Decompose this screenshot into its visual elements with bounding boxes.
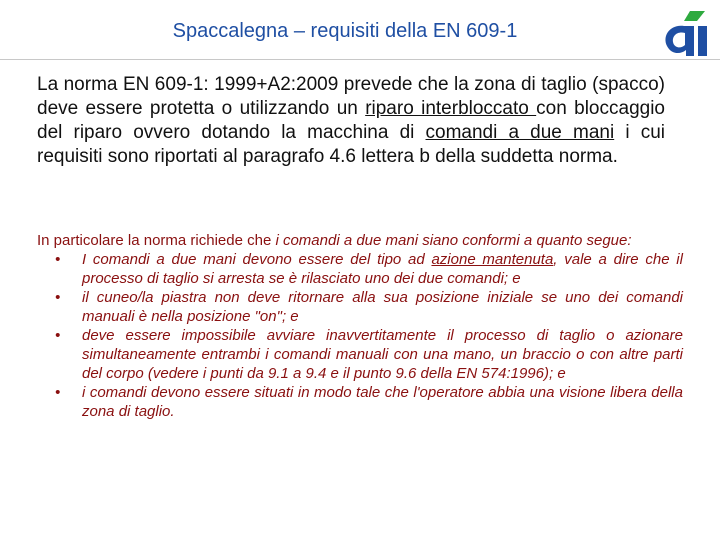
requirements-lead — [37, 231, 683, 250]
riparo-interbloccato-term: riparo interbloccato — [365, 98, 537, 119]
requirements-lead-plain: In particolare la norma richiede che — [37, 232, 276, 249]
list-item — [37, 383, 683, 421]
intro-paragraph — [37, 73, 665, 169]
item-1-text-a: I comandi a due mani devono essere del tipo ad — [82, 251, 432, 268]
requirements-lead-italic: i comandi a due mani siano conformi a quanto segue: — [275, 232, 632, 249]
bullet-icon: • — [55, 327, 61, 344]
intro-text-2: con bloccaggio del riparo ovvero dotando la macchina di — [37, 98, 665, 143]
bullet-icon: • — [55, 251, 61, 268]
bullet-icon: • — [55, 384, 61, 401]
requirements-list — [37, 250, 683, 421]
item-4-text: i comandi devono essere situati in modo tale che l'operatore abbia una visione libera della zona di taglio. — [82, 384, 683, 420]
header-divider — [0, 59, 720, 60]
item-1-text-b: , vale a dire che il processo di taglio si arresta se è rilasciato uno dei due comandi; e — [82, 251, 683, 287]
organization-logo — [660, 8, 712, 58]
intro-text-1: La norma EN 609-1: 1999+A2:2009 prevede che la zona di taglio (spacco) deve essere protetta o utilizzando un — [37, 74, 665, 119]
item-2-text: il cuneo/la piastra non deve ritornare alla sua posizione iniziale se uno dei comandi manuali è nella posizione "on"; e — [82, 289, 683, 325]
bullet-icon: • — [55, 289, 61, 306]
list-item — [37, 288, 683, 326]
page-title: Spaccalegna – requisiti della EN 609-1 — [172, 20, 518, 42]
logo-a-letter — [666, 26, 694, 56]
intro-text-3: i cui requisiti sono riportati al paragrafo 4.6 lettera b della suddetta norma. — [37, 122, 665, 167]
comandi-a-due-mani-term: comandi a due mani — [425, 122, 615, 143]
item-3-text: deve essere impossibile avviare inavvertitamente il processo di taglio o azionare simultaneamente entrambi i comandi manuali con una mano, un braccio o con altre parti del corpo (vedere i punti da 9.1 a 9.4 e il punto 9.6 della EN 574:1996); e — [82, 327, 683, 382]
azione-mantenuta-term: azione mantenuta — [431, 251, 554, 268]
requirements-section — [37, 231, 683, 421]
logo-i-letter — [698, 26, 707, 56]
list-item — [37, 326, 683, 383]
logo-green-mark — [684, 11, 705, 21]
list-item — [37, 250, 683, 288]
